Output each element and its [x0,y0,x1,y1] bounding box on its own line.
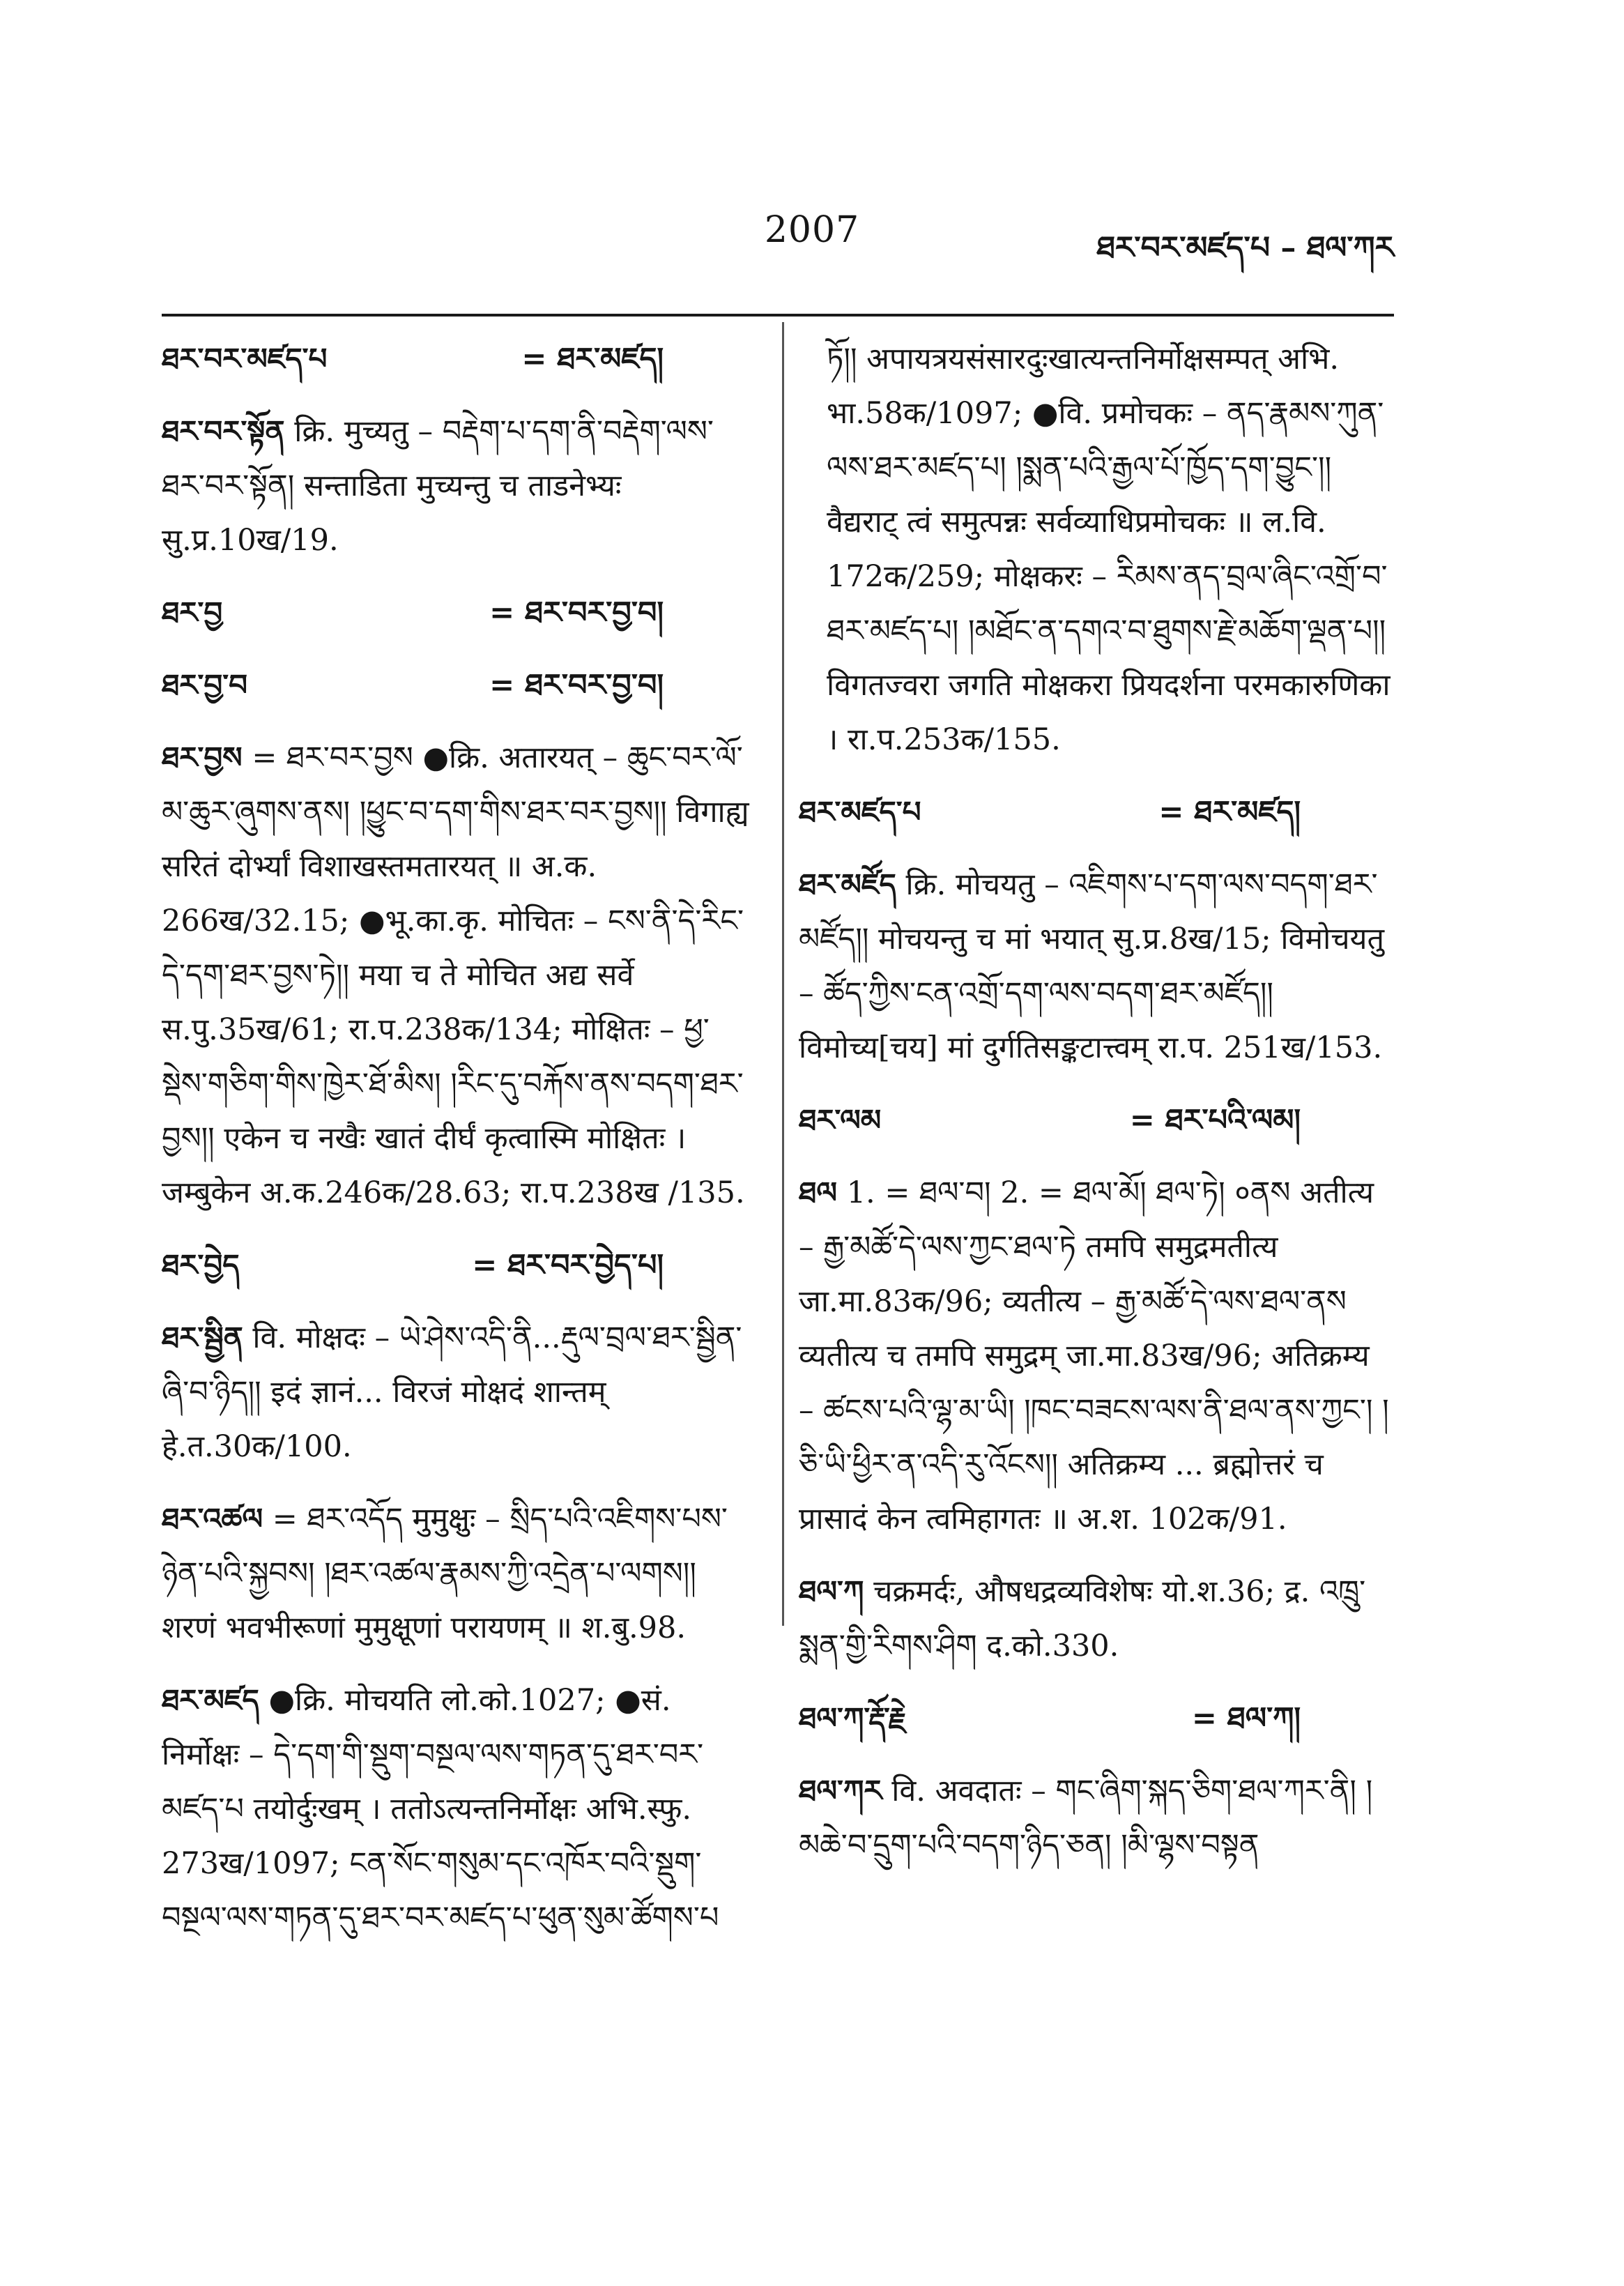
headword: ཐལ་ཀ་རྡོ་རྗེ [799,1701,907,1735]
dictionary-entry [162,1238,754,1293]
headword: ཐལ་ཀར [799,1774,882,1808]
headword: ཐར་བར་སྟོན [162,414,285,448]
headword: ཐར་མཛད་པ [799,795,921,829]
headword: ཐར་བར་མཛད་པ [162,342,328,376]
dictionary-entry [799,858,1391,1075]
entry-body: = ཐར་བར་བྱེད་པ། [472,1248,664,1283]
column-divider [782,322,784,1626]
entry-body: ཏོ།། अपायत्रयसंसारदुःखात्यन्तनिर्मोक्षसम्पत् अभि. भा.58क/1097; ●वि. प्रमोचकः – ནད་རྣམས་ཀུན་ལས་ཐར་མཛད་པ། །སྨན་པའི་རྒྱལ་པོ་ཁྱོད་དག་བྱུང་།། वैद्यराट् त्वं समुत्पन्नः सर्वव्याधिप्रमोचकः ॥ ल.वि. 172क/259; मोक्षकरः – རིམས་ནད་བྲལ་ཞིང་འགྲོ་བ་ཐར་མཛད་པ། །མཐོང་ན་དགའ་བ་ཐུགས་རྗེ་མཆོག་ལྡན་པ།། विगतज्वरा जगति मोक्षकरा प्रियदर्शना परमकारुणिका । रा.प.253क/155. [827,342,1391,757]
dictionary-entry [799,1564,1391,1673]
entry-body: = ཐར་བར་བྱ་བ། [489,668,664,703]
dictionary-entry [162,586,754,640]
dictionary-entry [799,1166,1391,1546]
headword: ཐལ་ཀ [799,1574,864,1608]
entry-body: = ཐར་བར་བྱ་བ། [489,595,664,630]
dictionary-entry [799,1691,1391,1746]
dictionary-entry [162,332,754,386]
entry-body: वि. मोक्षदः – ཡེ་ཤེས་འདི་ནི...རྡུལ་བྲལ་ཐར་སྦྱིན་ཞི་བ་ཉིད།། इदं ज्ञानं... विरजं मोक्षदं शान्तम् हे.त.30क/100. [162,1320,742,1464]
page-number: 2007 [764,209,860,251]
dictionary-entry [162,404,754,567]
running-head: ཐར་བར་མཛད་པ – ཐལ་ཀར [1096,230,1394,266]
entry-body: = ཐར་བར་བྱས ●क्रि. अतारयत् – ཆུང་བར་ལོ་མ་ཆུར་ཞུགས་ནས། །ཕྱུང་བ་དག་གིས་ཐར་བར་བྱས།། विगाह्य सरितं दोर्भ्यां विशाखस्तमतारयत् ॥ अ.क. 266ख/32.15; ●भू.का.कृ. मोचितः – ངས་ནི་དེ་རིང་དེ་དག་ཐར་བྱས་ཏེ།། मया च ते मोचित अद्य सर्वे स.पु.35ख/61; रा.प.238क/134; मोक्षितः – ཕྱ་སྡེས་གཅིག་གིས་ཁྱེར་ཐོ་མིས། །རིང་དུ་བརྐོས་ནས་བདག་ཐར་བྱས།། एकेन च नखैः खातं दीर्घं कृत्वास्मि मोक्षितः । जम्बुकेन अ.क.246क/28.63; रा.प.238ख /135. [162,740,749,1210]
dictionary-entry [799,785,1391,839]
entry-body: क्रि. मुच्यतु – བརྡེག་པ་དག་ནི་བརྡེག་ལས་ཐར་བར་སྟོན། सन्ताडिता मुच्यन्तु च ताडनेभ्यः सु.प्र.10ख/19. [162,414,714,558]
headword: ཐར་བྱ་བ [162,668,248,702]
dictionary-entry [799,1093,1391,1148]
headword: ཐར་བྱེད [162,1248,240,1282]
left-column [162,332,754,1963]
entry-body: = ཐར་འདོད मुमुक्षुः – སྲིད་པའི་འཇིགས་པས་ཉེན་པའི་སྐྱབས། །ཐར་འཚལ་རྣམས་ཀྱི་འདྲེན་པ་ལགས།། शरणं भवभीरूणां मुमुक्षूणां परायणम् ॥ श.बु.98. [162,1502,728,1645]
headword: ཐར་སྦྱིན [162,1320,243,1355]
entry-body: चक्रमर्दः, औषधद्रव्यविशेषः यो.श.36; द्र. འཁྲུ་སྨན་གྱི་རིགས་ཤིག द.को.330. [799,1574,1366,1663]
entry-body: क्रि. मोचयतु – འཇིགས་པ་དག་ལས་བདག་ཐར་མཛོད།། मोचयन्तु च मां भयात् सु.प्र.8ख/15; विमोचयतु – ཚོད་ཀྱིས་ངན་འགྲོ་དག་ལས་བདག་ཐར་མཛོད།། विमोच्य[चय] मां दुर्गतिसङ्कटात्त्वम् रा.प. 251ख/153. [799,867,1384,1065]
entry-body: = ཐར་མཛད། [521,342,664,376]
headword: ཐར་མཛོད [799,867,896,901]
headword: ཐར་བྱ [162,595,223,630]
entry-body: = ཐར་པའི་ལམ། [1129,1103,1301,1138]
header-rule [162,314,1394,317]
dictionary-entry [162,1673,754,1945]
entry-body: ●क्रि. मोचयति लो.को.1027; ●सं. निर्मोक्षः – དེ་དག་གི་སྡུག་བསྔལ་ལས་གཏན་དུ་ཐར་བར་མཛད་པ तयोर्दुःखम् । ततोऽत्यन्तनिर्मोक्षः अभि.स्फु. 273ख/1097; ངན་སོང་གསུམ་དང་འཁོར་བའི་སྡུག་བསྔལ་ལས་གཏན་དུ་ཐར་བར་མཛད་པ་ཕུན་སུམ་ཚོགས་པ [162,1683,719,1935]
dictionary-entry [162,1311,754,1474]
dictionary-entry [799,1764,1391,1873]
headword: ཐར་མཛད [162,1683,259,1717]
entry-body: = ཐལ་ཀ། [1191,1701,1301,1736]
right-column [799,332,1391,1891]
dictionary-entry [162,1492,754,1655]
entry-body: वि. अवदातः – གང་ཞིག་སྐད་ཅིག་ཐལ་ཀར་ནི། །མཆེ་བ་དྲུག་པའི་བདག་ཉིད་ཅན། །མི་ལྷས་བསྟན [799,1774,1373,1863]
dictionary-entry-continued [799,332,1391,767]
headword: ཐར་བྱས [162,740,243,775]
dictionary-entry [162,731,754,1220]
headword: ཐར་འཚལ [162,1502,263,1536]
dictionary-entry [162,658,754,713]
entry-body: 1. = ཐལ་བ། 2. = ཐལ་མོ། ཐལ་ཏེ། ०ནས अतीत्य – རྒྱ་མཚོ་དེ་ལས་ཀྱང་ཐལ་ཏེ तमपि समुद्रमतीत्य जा.मा.83क/96; व्यतीत्य – རྒྱ་མཚོ་དེ་ལས་ཐལ་ནས व्यतीत्य च तमपि समुद्रम् जा.मा.83ख/96; अतिक्रम्य – ཚངས་པའི་ལྷ་མ་ཡི། །ཁང་བཟངས་ལས་ནི་ཐལ་ནས་ཀྱང་། །ཅི་ཡི་ཕྱིར་ན་འདི་རུ་འོངས།། अतिक्रम्य ... ब्रह्मोत्तरं च प्रासादं केन त्वमिहागतः ॥ अ.श. 102क/91. [799,1175,1389,1537]
entry-body: = ཐར་མཛད། [1158,795,1301,830]
headword: ཐར་ལམ [799,1103,882,1137]
headword: ཐལ [799,1175,838,1210]
